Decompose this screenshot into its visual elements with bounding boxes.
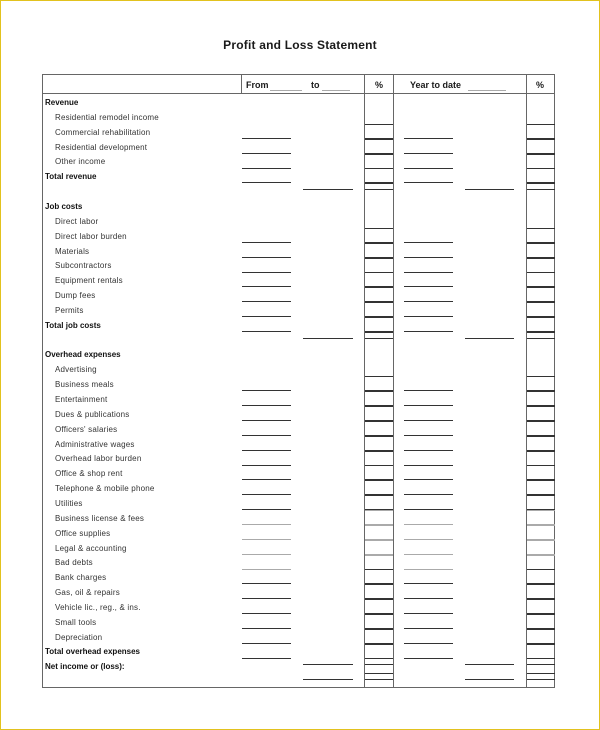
ytd-percent-cell-top[interactable] [527,510,555,511]
column-divider [241,74,242,93]
percent-total-field[interactable] [365,338,393,339]
ytd-amount-field[interactable] [404,153,453,154]
percent-cell-top[interactable] [365,139,393,140]
ytd-percent-cell-top[interactable] [527,599,555,600]
from-amount-field[interactable] [242,569,291,570]
header-percent: % [375,80,384,90]
ytd-percent-cell-top[interactable] [527,525,555,526]
ytd-percent-cell-top[interactable] [527,436,555,437]
ytd-amount-field[interactable] [404,613,453,614]
ytd-percent-cell-top[interactable] [527,480,555,481]
from-amount-field[interactable] [242,643,291,644]
percent-cell-top[interactable] [365,555,393,556]
ytd-amount-field[interactable] [404,479,453,480]
row-label: Bad debts [55,558,93,568]
from-amount-field[interactable] [242,583,291,584]
from-amount-field[interactable] [242,331,291,332]
ytd-amount-field[interactable] [404,286,453,287]
ytd-percent-cell-top[interactable] [527,540,555,541]
from-amount-field[interactable] [242,405,291,406]
row-label: Office supplies [55,528,111,538]
percent-total-field[interactable] [365,679,393,680]
row-label: Direct labor burden [55,231,127,241]
ytd-amount-field[interactable] [404,301,453,302]
ytd-percent-cell-top[interactable] [527,243,555,244]
percent-cell-top[interactable] [365,124,393,125]
from-amount-field[interactable] [242,153,291,154]
ytd-amount-field[interactable] [404,138,453,139]
percent-cell-top[interactable] [365,614,393,615]
to-total-field[interactable] [303,664,353,665]
ytd-percent-cell-top[interactable] [527,644,555,645]
ytd-percent-total-field[interactable] [527,679,555,680]
ytd-amount-field[interactable] [404,405,453,406]
ytd-percent-cell-top[interactable] [527,287,555,288]
row-label: Overhead expenses [45,350,121,360]
from-amount-field[interactable] [242,539,291,540]
ytd-percent-cell-top[interactable] [527,421,555,422]
row-label: Other income [55,157,106,167]
ytd-percent-cell-top[interactable] [527,139,555,140]
ytd-percent-cell-top[interactable] [527,451,555,452]
row-label: Total revenue [45,172,97,182]
row-label: Administrative wages [55,439,135,449]
percent-cell-top[interactable] [365,183,393,184]
ytd-amount-field[interactable] [404,316,453,317]
ytd-total-field[interactable] [465,679,514,680]
percent-cell-top[interactable] [365,287,393,288]
percent-cell-top[interactable] [365,391,393,392]
row-label: Vehicle lic., reg., & ins. [55,602,141,612]
from-amount-field[interactable] [242,390,291,391]
percent-cell-top[interactable] [365,629,393,630]
ytd-amount-field[interactable] [404,554,453,555]
row-label: Job costs [45,201,83,211]
ytd-percent-cell-top[interactable] [527,317,555,318]
ytd-percent-cell-top[interactable] [527,614,555,615]
ytd-total-field[interactable] [465,338,514,339]
from-amount-field[interactable] [242,479,291,480]
ytd-total-field[interactable] [465,664,514,665]
ytd-amount-field[interactable] [404,257,453,258]
percent-cell-top[interactable] [365,154,393,155]
from-amount-field[interactable] [242,182,291,183]
row-label: Dues & publications [55,409,130,419]
percent-cell-top[interactable] [365,302,393,303]
percent-cell-top[interactable] [365,495,393,496]
percent-total-field[interactable] [365,664,393,665]
header-to-blank [322,90,350,91]
ytd-amount-field[interactable] [404,390,453,391]
from-amount-field[interactable] [242,494,291,495]
row-label: Permits [55,305,84,315]
row-label: Telephone & mobile phone [55,484,155,494]
from-amount-field[interactable] [242,168,291,169]
from-amount-field[interactable] [242,242,291,243]
ytd-percent-cell-top[interactable] [527,272,555,273]
ytd-percent-cell-top[interactable] [527,555,555,556]
row-label: Residential development [55,142,148,152]
ytd-percent-cell-top[interactable] [527,302,555,303]
row-label: Business license & fees [55,513,145,523]
header-ytd-percent: % [536,80,545,90]
from-amount-field[interactable] [242,435,291,436]
row-label: Officers' salaries [55,424,118,434]
from-amount-field[interactable] [242,450,291,451]
percent-cell-top[interactable] [365,584,393,585]
row-label: Residential remodel income [55,112,159,122]
ytd-amount-field[interactable] [404,598,453,599]
percent-cell-top[interactable] [365,243,393,244]
ytd-amount-field[interactable] [404,450,453,451]
percent-cell-top[interactable] [365,480,393,481]
row-label: Entertainment [55,395,108,404]
ytd-total-field[interactable] [465,189,514,190]
percent-total-field[interactable] [365,189,393,190]
row-label: Total job costs [45,320,101,330]
row-label: Materials [55,246,90,256]
percent-cell-top[interactable] [365,644,393,645]
ytd-amount-field[interactable] [404,435,453,436]
row-label: Overhead labor burden [55,454,142,464]
watermark [44,680,46,687]
row-label: Bank charges [55,573,107,583]
row-label: Total overhead expenses [45,647,140,657]
from-amount-field[interactable] [242,316,291,317]
ytd-amount-field[interactable] [404,182,453,183]
percent-cell-top[interactable] [365,228,393,229]
percent-cell-top[interactable] [365,525,393,526]
header-year-to-date: Year to date [410,80,462,90]
row-label: Direct labor [55,216,99,226]
ytd-amount-field[interactable] [404,583,453,584]
percent-cell-top[interactable] [365,658,393,659]
ytd-percent-cell-top[interactable] [527,376,555,377]
percent-cell-top[interactable] [365,332,393,333]
from-amount-field[interactable] [242,257,291,258]
header-ytd-blank [468,90,506,91]
row-label: Gas, oil & repairs [55,588,120,598]
ytd-amount-field[interactable] [404,420,453,421]
percent-cell-top[interactable] [365,510,393,511]
page-title: Profit and Loss Statement [223,38,377,52]
to-total-field[interactable] [303,679,353,680]
from-amount-field[interactable] [242,658,291,659]
from-amount-field[interactable] [242,138,291,139]
row-label: Net income or (loss): [45,662,125,672]
header-from: From [246,80,269,90]
row-label: Small tools [55,617,97,627]
percent-cell-top[interactable] [365,406,393,407]
column-divider [364,74,365,688]
percent-cell-top[interactable] [365,421,393,422]
ytd-amount-field[interactable] [404,465,453,466]
percent-cell-top[interactable] [365,569,393,570]
from-amount-field[interactable] [242,613,291,614]
ytd-percent-cell-top[interactable] [527,495,555,496]
percent-cell-top[interactable] [365,258,393,259]
ytd-amount-field[interactable] [404,509,453,510]
ytd-amount-field[interactable] [404,643,453,644]
ytd-percent-cell-top[interactable] [527,183,555,184]
header-divider [42,93,555,94]
percent-cell-top[interactable] [365,168,393,169]
percent-cell-top[interactable] [365,317,393,318]
ytd-percent-cell-top[interactable] [527,154,555,155]
ytd-amount-field[interactable] [404,168,453,169]
to-total-field[interactable] [303,338,353,339]
percent-cell-top[interactable] [365,451,393,452]
ytd-amount-field[interactable] [404,242,453,243]
row-label: Dump fees [55,291,96,301]
row-label: Advertising [55,365,97,375]
ytd-percent-cell-top[interactable] [527,228,555,229]
ytd-amount-field[interactable] [404,569,453,570]
ytd-amount-field[interactable] [404,331,453,332]
percent-cell-top[interactable] [365,272,393,273]
ytd-percent-cell-top[interactable] [527,465,555,466]
percent-cell-top[interactable] [365,599,393,600]
ytd-amount-field[interactable] [404,658,453,659]
percent-cell-top[interactable] [365,465,393,466]
ytd-amount-field[interactable] [404,628,453,629]
row-label: Equipment rentals [55,276,123,286]
from-amount-field[interactable] [242,524,291,525]
row-label: Commercial rehabilitation [55,127,151,137]
ytd-percent-cell-top[interactable] [527,584,555,585]
ytd-percent-total-field[interactable] [527,189,555,190]
ytd-amount-field[interactable] [404,494,453,495]
ytd-percent-total-field[interactable] [527,664,555,665]
from-amount-field[interactable] [242,554,291,555]
row-label: Subcontractors [55,261,112,271]
ytd-percent-cell-top[interactable] [527,629,555,630]
from-amount-field[interactable] [242,465,291,466]
percent-cell-top[interactable] [365,436,393,437]
row-label: Depreciation [55,632,103,642]
ytd-percent-cell-top[interactable] [527,332,555,333]
ytd-percent-total-field[interactable] [527,338,555,339]
ytd-percent-cell-top[interactable] [527,569,555,570]
from-amount-field[interactable] [242,286,291,287]
ytd-percent-cell-top[interactable] [527,168,555,169]
ytd-amount-field[interactable] [404,539,453,540]
to-total-field[interactable] [303,189,353,190]
ytd-percent-cell-top[interactable] [527,406,555,407]
from-amount-field[interactable] [242,598,291,599]
row-label: Revenue [45,98,79,107]
ytd-percent-cell-top[interactable] [527,673,555,674]
row-label: Business meals [55,380,114,390]
from-amount-field[interactable] [242,420,291,421]
column-divider [526,74,527,688]
from-amount-field[interactable] [242,628,291,629]
from-amount-field[interactable] [242,301,291,302]
ytd-amount-field[interactable] [404,524,453,525]
percent-cell-top[interactable] [365,540,393,541]
ytd-percent-cell-top[interactable] [527,391,555,392]
from-amount-field[interactable] [242,509,291,510]
ytd-percent-cell-top[interactable] [527,124,555,125]
header-to: to [311,80,320,90]
header-from-blank [270,90,302,91]
percent-cell-top[interactable] [365,376,393,377]
percent-cell-top[interactable] [365,673,393,674]
row-label: Utilities [55,498,83,508]
row-label: Legal & accounting [55,543,127,553]
ytd-percent-cell-top[interactable] [527,658,555,659]
row-label: Office & shop rent [55,469,123,479]
ytd-amount-field[interactable] [404,272,453,273]
ytd-percent-cell-top[interactable] [527,258,555,259]
column-divider [393,74,394,688]
from-amount-field[interactable] [242,272,291,273]
